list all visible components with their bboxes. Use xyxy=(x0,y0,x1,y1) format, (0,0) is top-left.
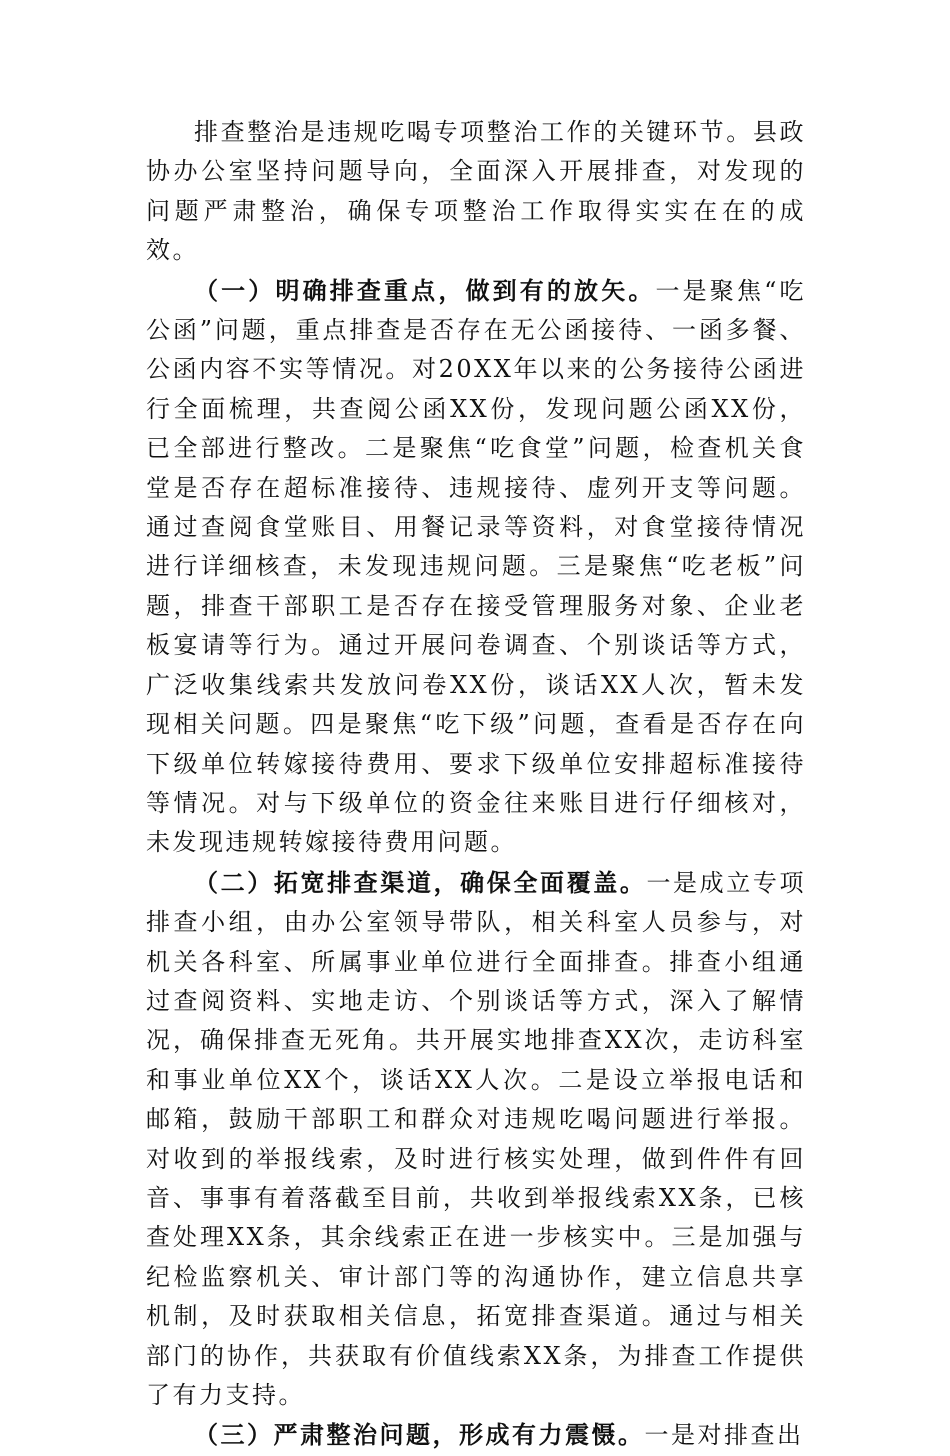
section-3-heading: （三）严肃整治问题，形成有力震慑。 xyxy=(194,1420,645,1450)
section-2-paragraph xyxy=(146,863,806,1416)
section-3-body: 一是对排查出 xyxy=(644,1421,804,1450)
document-page xyxy=(146,112,806,1456)
section-2-body: 一是成立专项排查小组，由办公室领导带队，相关科室人员参与，对机关各科室、所属事业单位进行全面排查。排查小组通过查阅资料、实地走访、个别谈话等方式，深入了解情况，确保排查无死角。共开展实地排查XX次，走访科室和事业单位XX个，谈话XX人次。二是设立举报电话和邮箱，鼓励干部职工和群众对违规吃喝问题进行举报。对收到的举报线索，及时进行核实处理，做到件件有回音、事事有着落截至目前，共收到举报线索XX条，已核查处理XX条，其余线索正在进一步核实中。三是加强与纪检监察机关、审计部门等的沟通协作，建立信息共享机制，及时获取相关信息，拓宽排查渠道。通过与相关部门的协作，共获取有价值线索XX条，为排查工作提供了有力支持。 xyxy=(146,868,807,1409)
section-1-heading: （一）明确排查重点，做到有的放矢。 xyxy=(194,275,656,305)
paragraph-body: 排查整治是违规吃喝专项整治工作的关键环节。县政协办公室坚持问题导向，全面深入开展排查，对发现的问题严肃整治，确保专项整治工作取得实实在在的成效。 xyxy=(146,118,806,265)
section-1-paragraph xyxy=(146,271,806,863)
intro-paragraph xyxy=(146,112,806,271)
section-3-paragraph xyxy=(146,1415,806,1455)
section-2-heading: （二）拓宽排查渠道，确保全面覆盖。 xyxy=(194,867,647,897)
section-1-body: 一是聚焦“吃公函”问题，重点排查是否存在无公函接待、一函多餐、公函内容不实等情况。对20XX年以来的公务接待公函进行全面梳理，共查阅公函XX份，发现问题公函XX份，已全部进行整改。二是聚焦“吃食堂”问题，检查机关食堂是否存在超标准接待、违规接待、虚列开支等问题。通过查阅食堂账目、用餐记录等资料，对食堂接待情况进行详细核查，未发现违规问题。三是聚焦“吃老板”问题，排查干部职工是否存在接受管理服务对象、企业老板宴请等行为。通过开展问卷调查、个别谈话等方式，广泛收集线索共发放问卷XX份，谈话XX人次，暂未发现相关问题。四是聚焦“吃下级”问题，查看是否存在向下级单位转嫁接待费用、要求下级单位安排超标准接待等情况。对与下级单位的资金往来账目进行仔细核对，未发现违规转嫁接待费用问题。 xyxy=(146,276,807,857)
